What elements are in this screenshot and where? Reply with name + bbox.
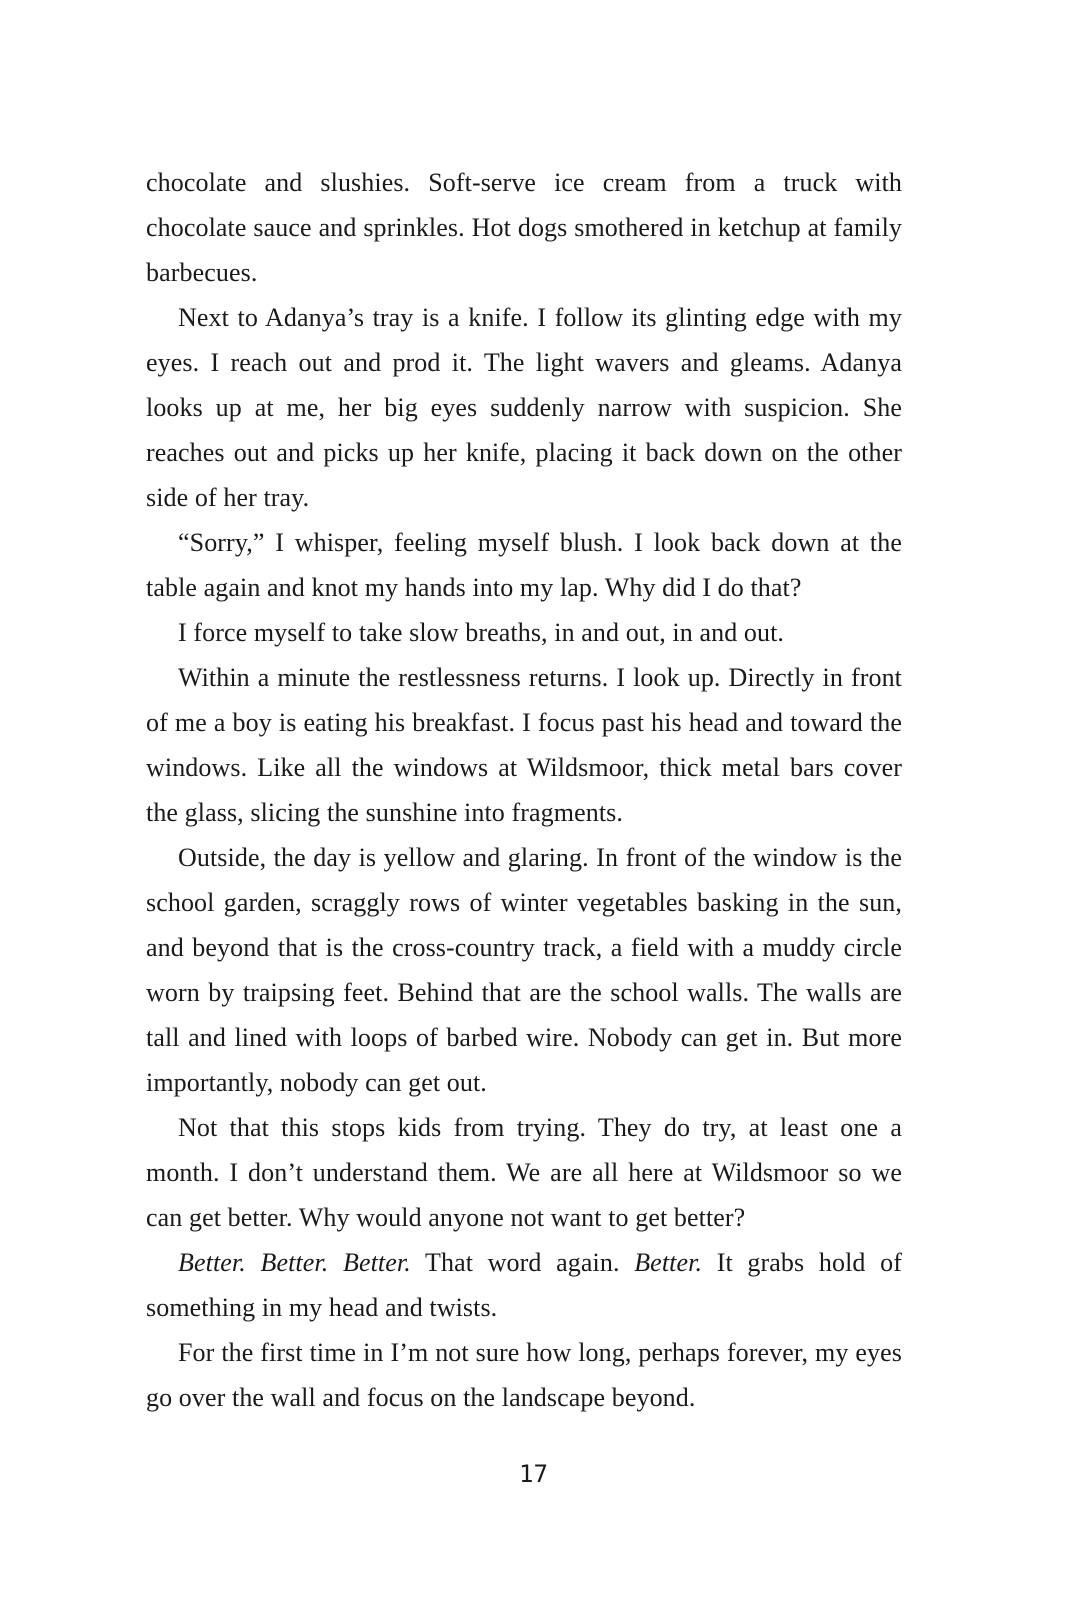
paragraph: Next to Adanya’s tray is a knife. I follow its glinting edge with my eyes. I reach out and prod it. The light wavers and gleams. Adanya looks up at me, her big eyes suddenly narrow with suspicion. She reaches out and picks up her knife, placing it back down on the other side of her tray. bbox=[146, 303, 902, 512]
italic-text: Better. Better. Better. bbox=[178, 1248, 411, 1277]
paragraph: I force myself to take slow breaths, in and out, in and out. bbox=[178, 618, 785, 647]
paragraph: “Sorry,” I whisper, feeling myself blush. I look back down at the table again and knot my hands into my lap. Why did I do that? bbox=[146, 528, 902, 602]
paragraph: Outside, the day is yellow and glaring. In front of the window is the school garden, scraggly rows of winter vegetables basking in the sun, and beyond that is the cross-country track, a field with a muddy circle worn by traipsing feet. Behind that are the school walls. The walls are tall and lined with loops of barbed wire. Nobody can get in. But more importantly, nobody can get out. bbox=[146, 843, 902, 1097]
paragraph-text: That word again. bbox=[410, 1248, 635, 1277]
paragraph: Not that this stops kids from trying. They do try, at least one a month. I don’t understand them. We are all here at Wildsmoor so we can get better. Why would anyone not want to get better? bbox=[146, 1113, 902, 1232]
paragraph: Within a minute the restlessness returns. I look up. Directly in front of me a boy is eating his breakfast. I focus past his head and toward the windows. Like all the windows at Wildsmoor, thick metal bars cover the glass, slicing the sunshine into fragments. bbox=[146, 663, 902, 827]
body-text bbox=[146, 160, 902, 1420]
paragraph bbox=[146, 1240, 902, 1330]
paragraph: chocolate and slushies. Soft-serve ice cream from a truck with chocolate sauce and sprinkles. Hot dogs smothered in ketchup at family barbecues. bbox=[146, 168, 902, 287]
italic-text: Better. bbox=[634, 1248, 703, 1277]
paragraph: For the first time in I’m not sure how long, perhaps forever, my eyes go over the wall and focus on the landscape beyond. bbox=[146, 1338, 902, 1412]
paragraph-text: It grabs hold of something in my head and twists. bbox=[146, 1248, 902, 1322]
page-number: 17 bbox=[519, 1460, 548, 1488]
